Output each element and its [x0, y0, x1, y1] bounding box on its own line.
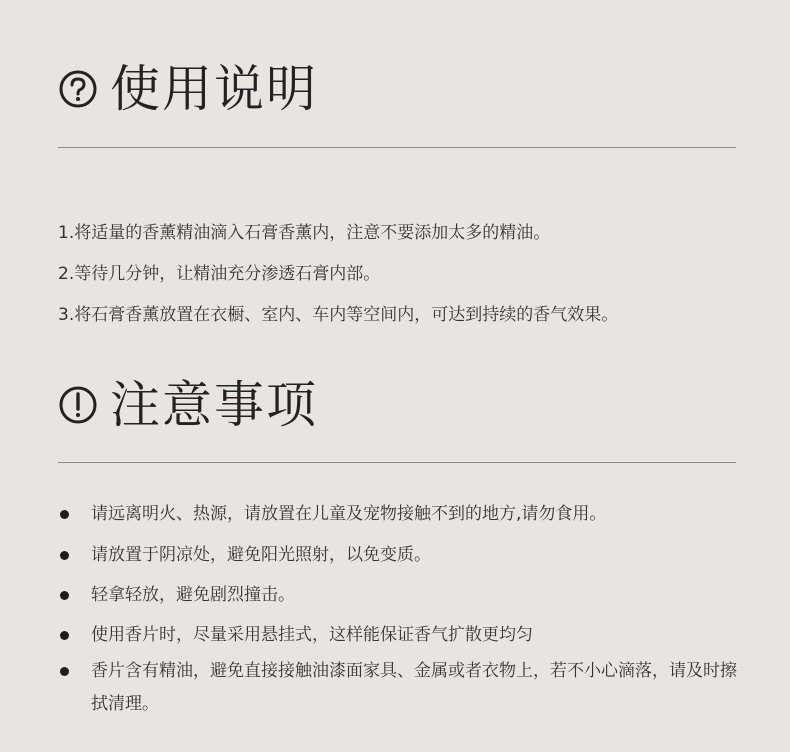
usage-divider: [58, 147, 736, 148]
usage-step: 1.将适量的香薰精油滴入石膏香薰内，注意不要添加太多的精油。: [58, 223, 551, 243]
caution-text: 请放置于阴凉处，避免阳光照射，以免变质。: [91, 545, 431, 565]
caution-text: 轻拿轻放，避免剧烈撞击。: [91, 585, 295, 605]
cautions-heading: [58, 376, 318, 434]
caution-text: 请远离明火、热源，请放置在儿童及宠物接触不到的地方,请勿食用。: [91, 504, 607, 524]
usage-title: 使用说明: [110, 60, 318, 118]
bullet-icon: [60, 591, 69, 600]
question-circle-icon: [58, 69, 98, 109]
bullet-icon: [60, 667, 69, 676]
usage-heading: [58, 60, 318, 118]
cautions-divider: [58, 462, 736, 463]
usage-step: 3.将石膏香薰放置在衣橱、室内、车内等空间内，可达到持续的香气效果。: [58, 305, 619, 325]
exclamation-circle-icon: [58, 385, 98, 425]
cautions-title: 注意事项: [110, 376, 318, 434]
bullet-icon: [60, 631, 69, 640]
bullet-icon: [60, 551, 69, 560]
usage-step: 2.等待几分钟，让精油充分渗透石膏内部。: [58, 264, 381, 284]
caution-text: 香片含有精油，避免直接接触油漆面家具、金属或者衣物上，若不小心滴落，请及时擦拭清理。: [91, 661, 737, 714]
caution-text: 使用香片时，尽量采用悬挂式，这样能保证香气扩散更均匀: [91, 625, 533, 645]
bullet-icon: [60, 510, 69, 519]
